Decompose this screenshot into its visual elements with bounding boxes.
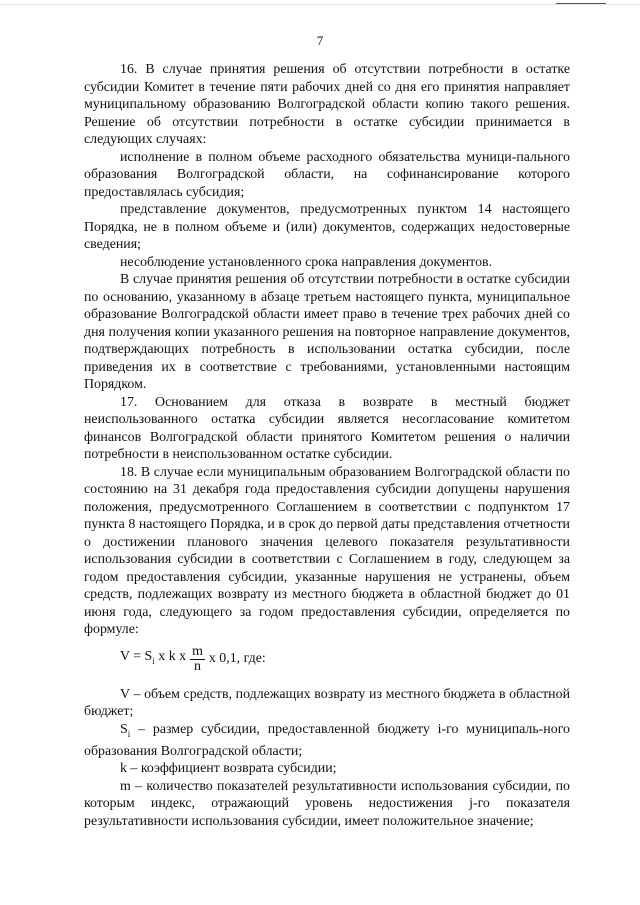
paragraph-18: 18. В случае если муниципальным образованием Волгоградской области по состоянию на 31 декабря года предоставления субсидии допущены нарушения положения, предусмотренного Соглашением в соответствии с подпунктом 17 пункта 8 настоящего Порядка, и в срок до первой даты представления отчетности о достижении планового значения целевого показателя результативности использования субсидии в соответствии с Соглашением в году, следующем за годом предоставления субсидии, указанные нарушения не устранены, объем средств, подлежащих возврату из местного бюджета в областной бюджет до 01 июня года, следующего за годом предоставления субсидии, определяется по формуле: xyxy=(84,464,570,637)
scan-edge-line xyxy=(0,4,640,5)
paragraph-16-case-3: несоблюдение установленного срока направления документов. xyxy=(120,254,493,270)
paragraph-16-case-2: представление документов, предусмотренных пунктом 14 настоящего Порядка, не в полном объеме и (или) документов, содержащих недостоверные сведения; xyxy=(84,202,570,252)
formula-lhs: $V = S_i$ x k x xyxy=(120,648,187,666)
definition-m: m – количество показателей результативности использования субсидии, по которым индекс, отражающий уровень недостижения j-го показателя результативности использования субсидии, имеет положительное значение; xyxy=(84,778,570,829)
definition-si: $S_i$ – размер субсидии, предоставленной бюджету i-го муниципаль-ного образования Волгоградской области; xyxy=(84,721,570,759)
paragraph-16: 16. В случае принятия решения об отсутствии потребности в остатке субсидии Комитет в течение пяти рабочих дней со дня его принятия направляет муниципальному образованию Волгоградской области копию такого решения. Решение об отсутствии потребности в остатке субсидии принимается в следующих случаях: xyxy=(84,62,570,147)
definition-v: V – объем средств, подлежащих возврату из местного бюджета в областной бюджет; xyxy=(84,686,570,719)
document-body xyxy=(84,61,570,830)
scan-edge-mark xyxy=(556,3,606,4)
formula-fraction xyxy=(190,645,205,674)
formula-numerator: m xyxy=(192,643,203,659)
paragraph-16-resubmission: В случае принятия решения об отсутствии потребности в остатке субсидии по основанию, указанному в абзаце третьем настоящего пункта, муниципальное образование Волгоградской области имеет право в течение трех рабочих дней со дня получения копии указанного решения на повторное направление документов, подтверждающих потребность в использовании остатка субсидии, после приведения их в соответствие с требованиями, установленными настоящим Порядком. xyxy=(84,272,570,392)
paragraph-16-case-1: исполнение в полном объеме расходного обязательства муници-пального образования Волгоградской области, на софинансирование которого предоставлялась субсидия; xyxy=(84,149,570,200)
paragraph-17: 17. Основанием для отказа в возврате в местный бюджет неиспользованного остатка субсидии является несогласование комитетом финансов Волгоградской области принятого Комитетом решения о наличии потребности в неиспользованном остатке субсидии. xyxy=(84,394,570,462)
definition-k: k – коэффициент возврата субсидии; xyxy=(120,761,337,777)
page-number: 7 xyxy=(316,33,324,48)
formula-tail: x 0,1, где: xyxy=(208,651,266,667)
formula-denominator: n xyxy=(194,658,201,674)
formula xyxy=(84,641,570,683)
